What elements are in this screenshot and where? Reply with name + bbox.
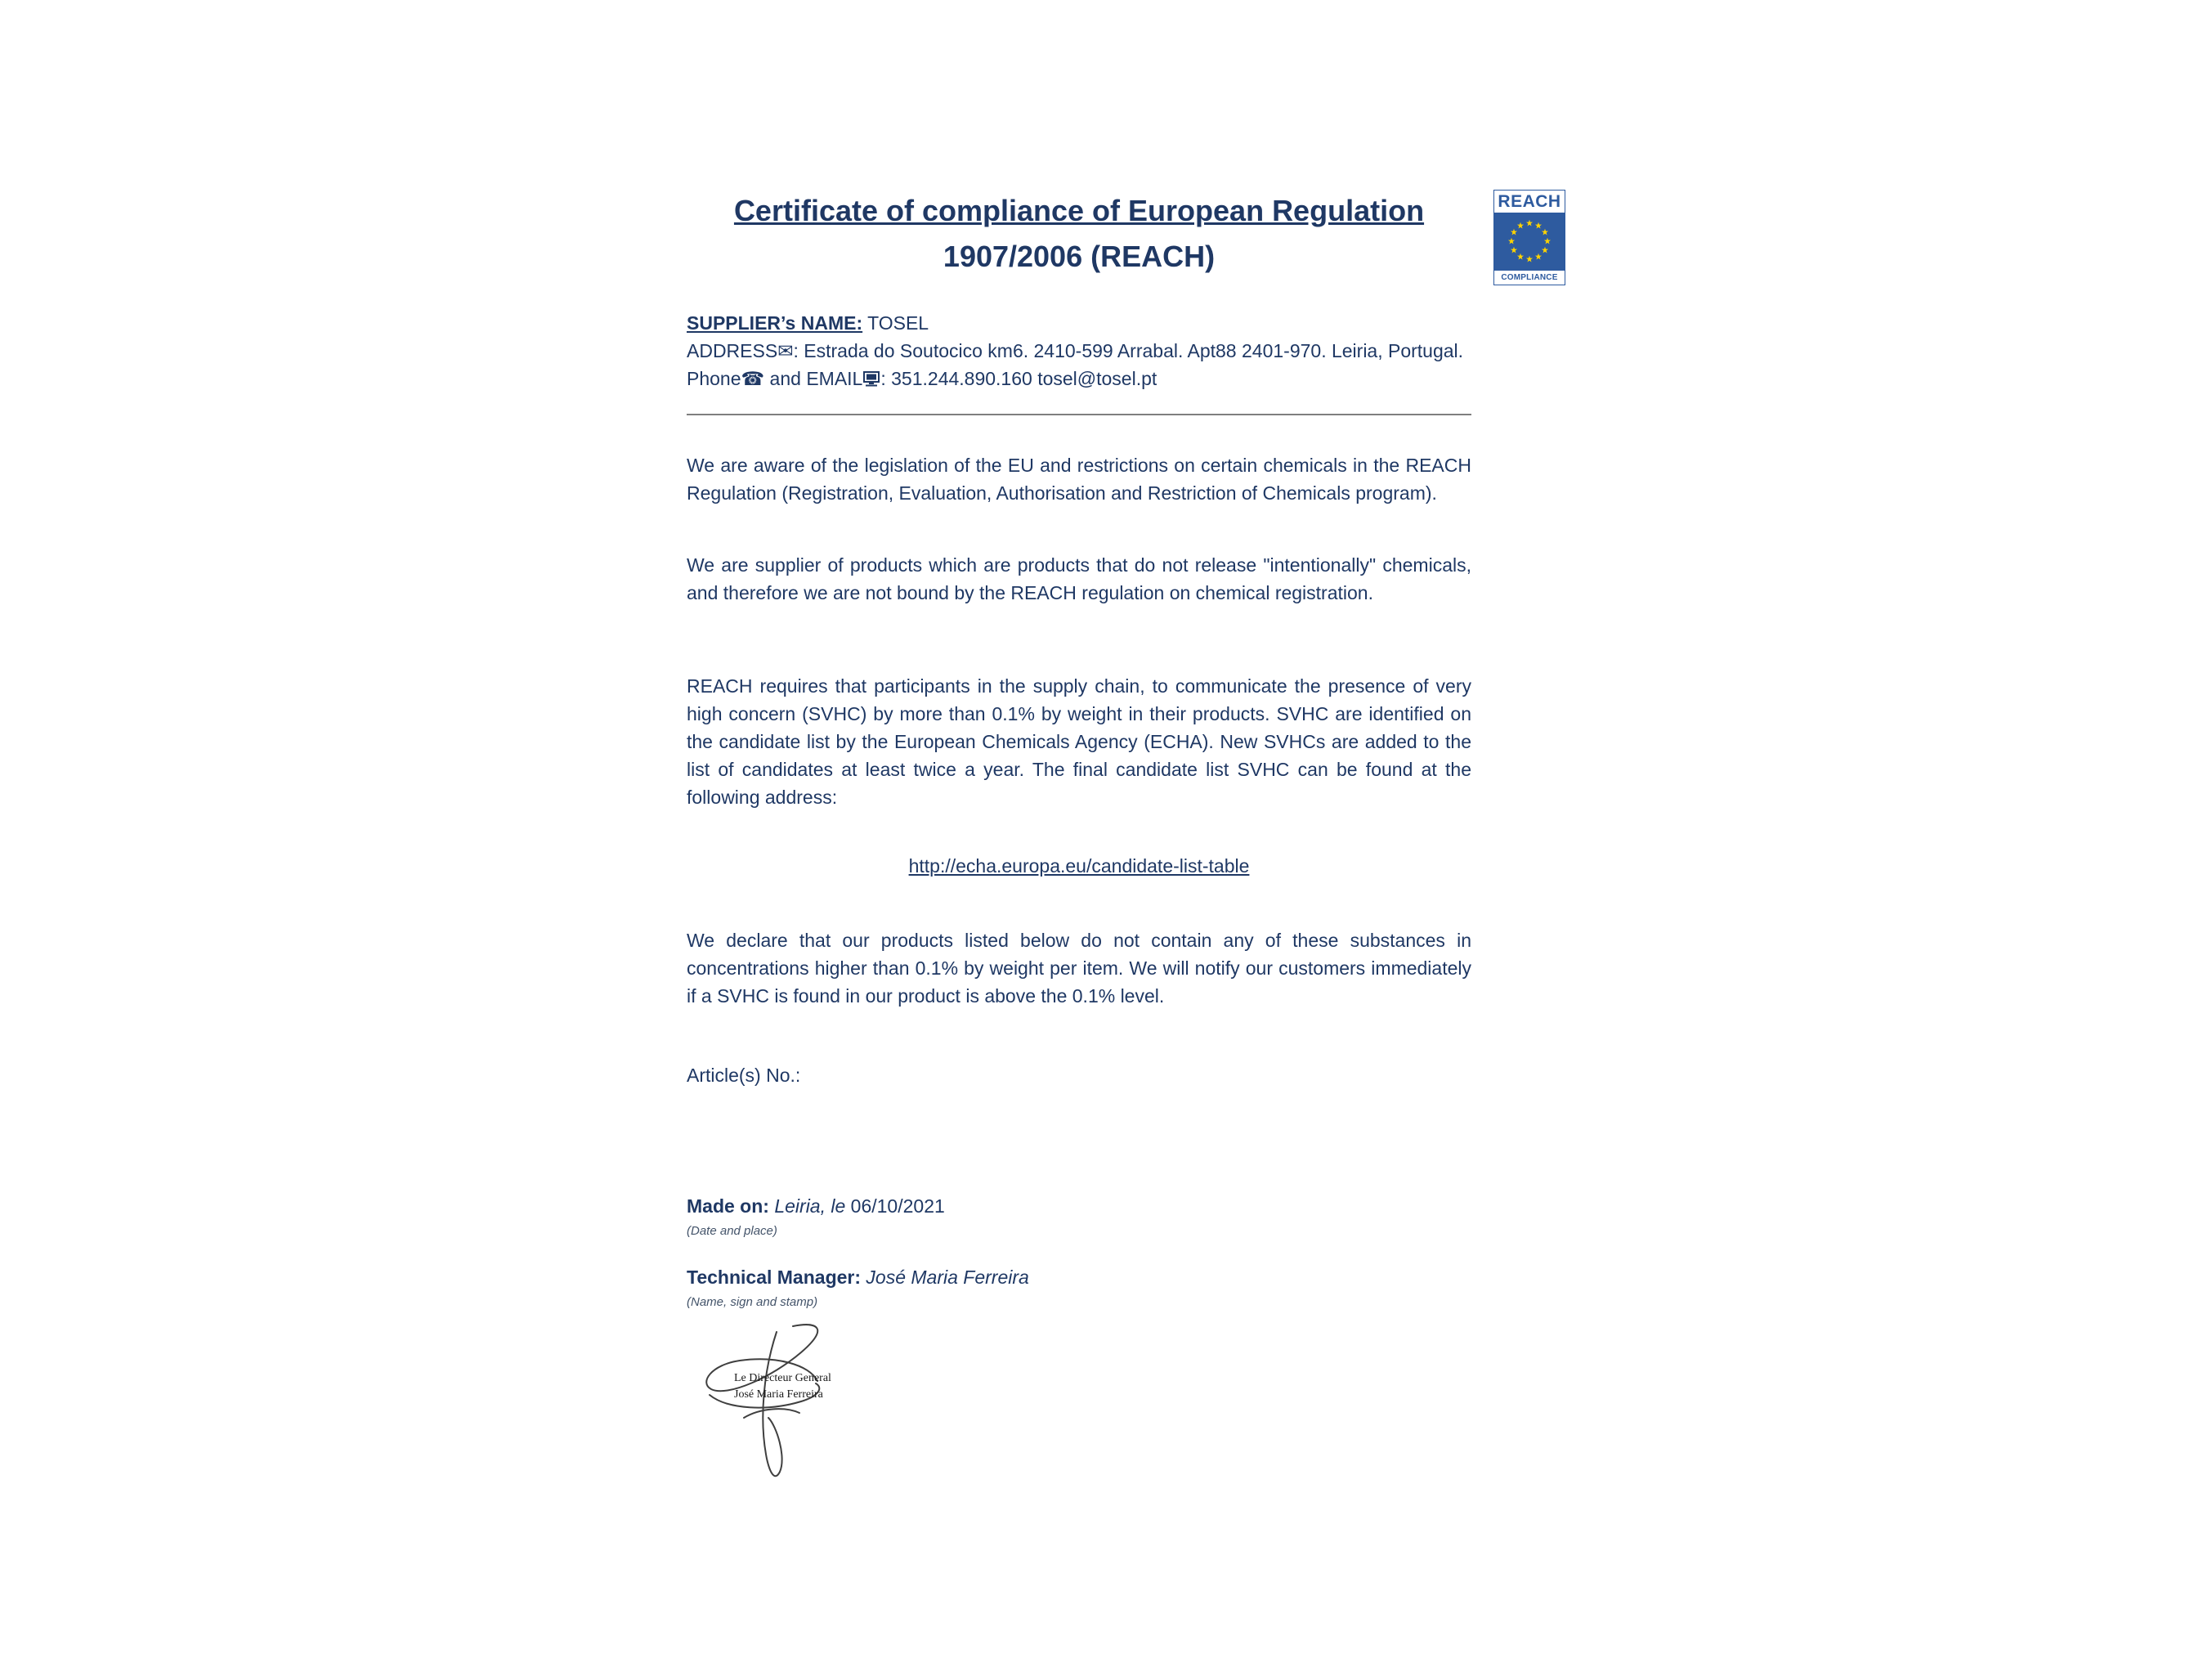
phone-icon: ☎ (741, 368, 765, 389)
supplier-name-value: TOSEL (862, 312, 929, 334)
email-label: and EMAIL (764, 368, 863, 389)
name-sign-stamp-caption: (Name, sign and stamp) (687, 1295, 818, 1309)
section-divider (687, 414, 1471, 415)
computer-icon (862, 371, 880, 387)
supplier-block (687, 309, 1471, 392)
signature-stamp-line-1: Le Directeur General (734, 1372, 831, 1384)
logo-compliance-text: COMPLIANCE (1494, 270, 1565, 285)
technical-manager-line (687, 1263, 1471, 1291)
article-number-label: Article(s) No.: (687, 1065, 801, 1086)
title-line-2: 1907/2006 (REACH) (943, 240, 1216, 273)
made-on-line (687, 1192, 1471, 1220)
made-on-block (687, 1192, 1471, 1240)
signature-stamp-line-2: José Maria Ferreira (734, 1388, 823, 1401)
supplier-contact-line (687, 365, 1471, 392)
candidate-list-link-line (687, 852, 1471, 880)
signature-area (687, 1320, 1471, 1500)
title-line-1: Certificate of compliance of European Regulation (733, 194, 1425, 227)
date-place-caption: (Date and place) (687, 1224, 777, 1238)
address-value: : Estrada do Soutocico km6. 2410-599 Arrabal. Apt88 2401-970. Leiria, Portugal. (793, 340, 1464, 361)
made-on-label: Made on: (687, 1195, 769, 1217)
technical-manager-label: Technical Manager: (687, 1267, 862, 1288)
phone-label: Phone (687, 368, 741, 389)
reach-compliance-logo (1493, 190, 1565, 285)
paragraph-supplier-statement: We are supplier of products which are products that do not release "intentionally" chemicals, and therefore we are not bound by the REACH regulation on chemical registration. (687, 554, 1471, 603)
paragraph-declaration: We declare that our products listed below do not contain any of these substances in concentrations higher than 0.1% by weight per item. We will notify our customers immediately if a SVHC is found in our product is above the 0.1% level. (687, 930, 1471, 1007)
made-on-date: 06/10/2021 (850, 1195, 945, 1217)
address-label: ADDRESS (687, 340, 778, 361)
made-on-place: Leiria, le (768, 1195, 851, 1217)
supplier-address-line (687, 337, 1471, 365)
document-title (687, 188, 1471, 280)
logo-reach-text: REACH (1498, 192, 1561, 211)
candidate-list-link[interactable]: http://echa.europa.eu/candidate-list-table (908, 855, 1250, 877)
contact-value: : 351.244.890.160 tosel@tosel.pt (880, 368, 1157, 389)
manager-block (687, 1263, 1471, 1312)
supplier-name-line (687, 309, 1471, 337)
document-body (687, 188, 1471, 1500)
paragraph-awareness: We are aware of the legislation of the EU and restrictions on certain chemicals in the REACH Regulation (Registration, Evaluation, Authorisation and Restriction of Chemicals program). (687, 455, 1471, 504)
signature-stamp-text (734, 1370, 831, 1403)
paragraph-reach-requirements: REACH requires that participants in the supply chain, to communicate the presence of very high concern (SVHC) by more than 0.1% by weight in their products. SVHC are identified on the candidate list by the European Chemicals Agency (ECHA). New SVHCs are added to the list of candidates at least twice a year. The final candidate list SVHC can be found at the following address: (687, 675, 1471, 808)
eu-flag-icon (1494, 213, 1565, 270)
supplier-name-label: SUPPLIER’s NAME: (687, 312, 863, 334)
technical-manager-name: José Maria Ferreira (861, 1267, 1029, 1288)
signature-scribble (695, 1320, 907, 1491)
envelope-icon: ✉ (777, 340, 794, 361)
